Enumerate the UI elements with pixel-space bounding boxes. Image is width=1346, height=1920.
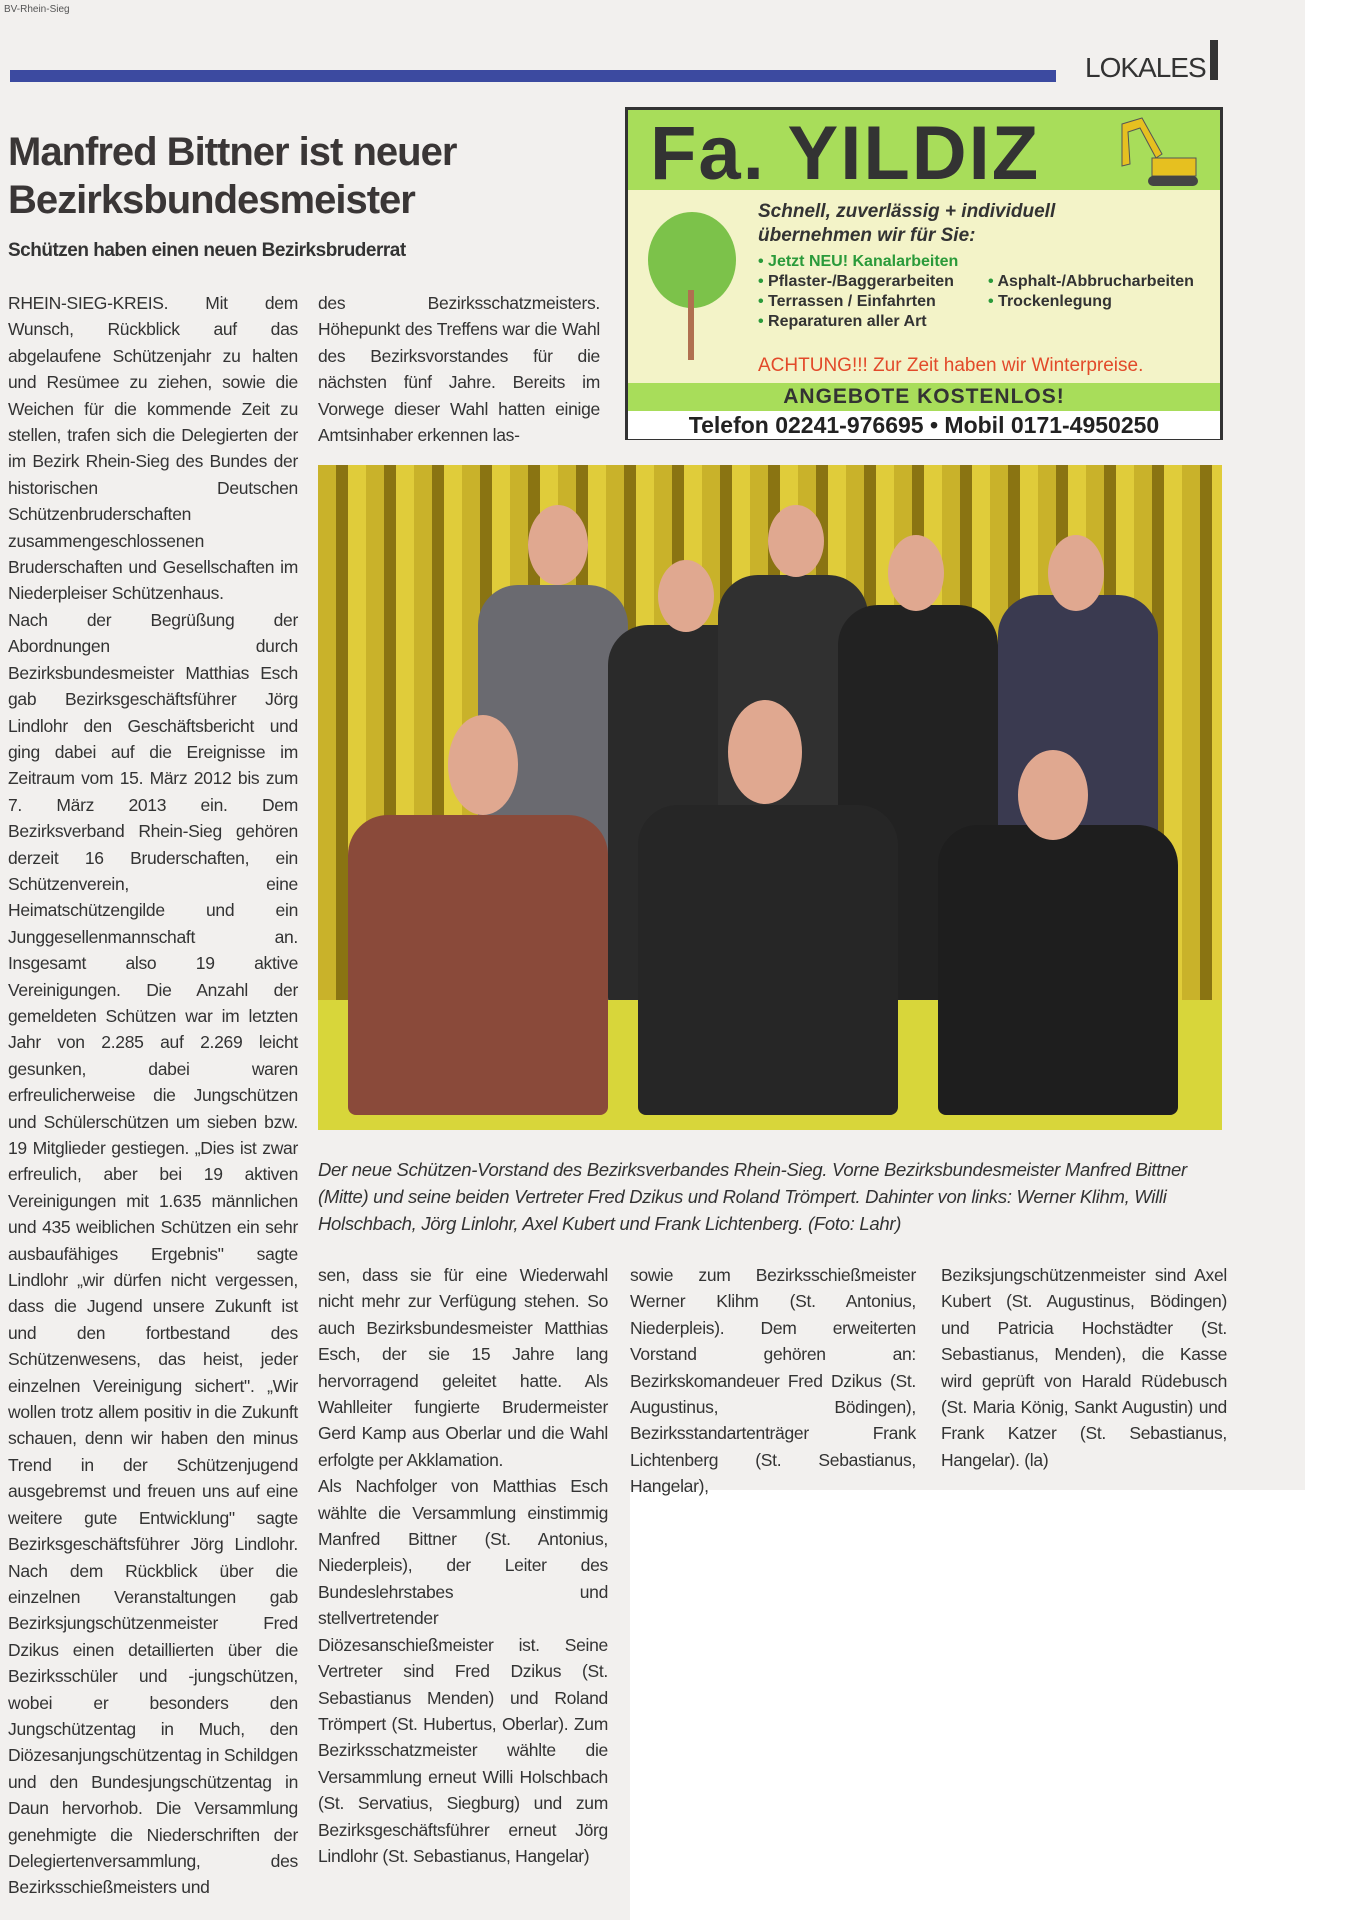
person-figure [638, 805, 898, 1115]
ad-company-name: Fa. YILDIZ [650, 111, 1041, 196]
advertisement [625, 107, 1223, 440]
person-head [728, 700, 802, 804]
excavator-icon [1112, 114, 1202, 190]
person-head [528, 505, 588, 585]
service-item: • Trockenlegung [988, 293, 1218, 311]
person-figure [938, 825, 1178, 1115]
ad-slogan [758, 200, 1055, 248]
person-figure [348, 815, 608, 1115]
paragraph: sen, dass sie für eine Wiederwahl nicht mehr zur Verfügung stehen. So auch Bezirksbundesmeister Matthias Esch, der sie 15 Jahre lang hervorragend geleitet hatte. Als Wahlleiter fungierte Brudermeister Gerd Kamp aus Oberlar und die Wahl erfolgte per Akklamation. [318, 1265, 608, 1470]
paragraph: RHEIN-SIEG-KREIS. Mit dem Wunsch, Rückblick auf das abgelaufene Schützenjahr zu halten und Resümee zu ziehen, sowie die Weichen für die kommende Zeit zu stellen, trafen sich die Delegierten der im Bezirk Rhein-Sieg des Bundes der historischen Deutschen Schützenbruderschaften zusammengeschlossenen Bruderschaften und Gesellschaften im Niederpleiser Schützenhaus. [8, 293, 298, 604]
section-label: LOKALES [1085, 52, 1206, 83]
ad-services-list [758, 253, 1218, 331]
paragraph: des Bezirksschatzmeisters. Höhepunkt des Treffens war die Wahl des Bezirksvorstandes für die nächsten fünf Jahre. Bereits im Vorwege dieser Wahl hatten einige Amtsinhaber erkennen las- [318, 293, 600, 446]
service-item: • Terrassen / Einfahrten [758, 293, 988, 311]
paragraph: Nach der Begrüßung der Abordnungen durch Bezirksbundesmeister Matthias Esch gab Bezirksgeschäftsführer Jörg Lindlohr den Geschäftsbericht und ging dabei auf die Ereignisse im Zeitraum vom 15. März 2012 bis zum 7. März 2013 ein. Dem Bezirksverband Rhein-Sieg gehören derzeit 16 Bruderschaften, ein Schützenverein, eine Heimatschützengilde und ein Junggesellenmannschaft an. Insgesamt also 19 aktive Vereinigungen. Die Anzahl der gemeldeten Schützen war im letzten Jahr von 2.285 auf 2.269 leicht gesunken, dabei waren erfreulicherweise die Jungschützen und Schülerschützen um sieben bzw. 19 Mitglieder gestiegen. „Dies ist zwar erfreulich, aber bei 19 aktiven Vereinigungen mit 1.635 männlichen und 435 weiblichen Schützen ein sehr ausbaufähiges Ergebnis" sagte Lindlohr „wir dürfen nicht vergessen, dass die Jugend unsere Zukunft ist und den fortbestand des Schützenwesens, das heist, jeder einzelnen Vereinigung sichert". „Wir wollen trotz allem positiv in die Zukunft schauen, denn wir haben den minus Trend in der Schützenjugend ausgebremst und freuen uns auf eine weitere gute Entwicklung" sagte Bezirksgeschäftsführer Jörg Lindlohr. Nach dem Rückblick über die einzelnen Veranstaltungen gab Bezirksjungschützenmeister Fred Dzikus einen detaillierten über die Bezirksschüler und -jungschützen, wobei er besonders den Jungschützentag in Much, den Diözesanjungschützentag in Schildgen und den Bundesjungschützentag in Daun hervorhob. Die Versammlung genehmigte die Niederschriften der Delegiertenversammlung, des Bezirksschießmeisters und [8, 609, 298, 1898]
ad-notice: ACHTUNG!!! Zur Zeit haben wir Winterpreise. [758, 355, 1144, 376]
ad-contact: Telefon 02241-976695 • Mobil 0171-4950250 [628, 411, 1220, 439]
person-head [448, 715, 518, 815]
person-head [768, 505, 824, 577]
section-bar [1210, 40, 1218, 80]
source-label: BV-Rhein-Sieg [4, 4, 70, 15]
person-head [1048, 535, 1104, 611]
article-column-4 [630, 1262, 1227, 1502]
group-photo [318, 465, 1222, 1130]
person-head [658, 560, 714, 632]
person-head [1018, 750, 1088, 840]
header-rule [10, 70, 1056, 82]
article-column-3 [318, 1262, 608, 1869]
photo-caption: Der neue Schützen-Vorstand des Bezirksverbandes Rhein-Sieg. Vorne Bezirksbundesmeister Manfred Bittner (Mitte) und seine beiden Vertreter Fred Dzikus und Roland Trömpert. Dahinter von links: Werner Klihm, Willi Holschbach, Jörg Linlohr, Axel Kubert und Frank Lichtenberg. (Foto: Lahr) [318, 1159, 1187, 1234]
ad-offer: ANGEBOTE KOSTENLOS! [628, 383, 1220, 411]
person-head [888, 535, 944, 611]
service-item: • Reparaturen aller Art [758, 313, 988, 331]
paragraph: Als Nachfolger von Matthias Esch wählte die Versammlung einstimmig Manfred Bittner (St. Antonius, Niederpleis), der Leiter des Bundeslehrstabes und stellvertretender Diözesanschießmeister ist. Seine Vertreter sind Fred Dzikus (St. Sebastianus Menden) und Roland Trömpert (St. Hubertus, Oberlar). Zum Bezirksschatzmeister wählte die Versammlung erneut Willi Holschbach (St. Servatius, Siegburg) und zum Bezirksgeschäftsführer erneut Jörg Lindlohr (St. Sebastianus, Hangelar) [318, 1476, 608, 1866]
slogan-line: übernehmen wir für Sie: [758, 225, 976, 246]
article-title: Manfred Bittner ist neuer Bezirksbundesmeister [8, 130, 457, 222]
service-item: • Pflaster-/Baggerarbeiten [758, 273, 988, 291]
tree-icon [642, 210, 742, 360]
article-column-2 [318, 290, 600, 448]
slogan-line: Schnell, zuverlässig + individuell [758, 201, 1056, 222]
service-item: • Jetzt NEU! Kanalarbeiten [758, 253, 1218, 271]
article-subtitle: Schützen haben einen neuen Bezirksbruderrat [8, 240, 406, 261]
service-item: • Asphalt-/Abbrucharbeiten [988, 273, 1218, 291]
article-column-1 [8, 290, 298, 1901]
paragraph: sowie zum Bezirksschießmeister Werner Klihm (St. Antonius, Niederpleis). Dem erweiterten Vorstand gehören an: Bezirkskomandeuer Fred Dzikus (St. Augustinus, Bödingen), Bezirksstandartenträger Frank Lichtenberg (St. Sebastianus, Hangelar), Beziksjungschützenmeister sind Axel Kubert (St. Augustinus, Bödingen) und Patricia Hochstädter (St. Sebastianus, Menden), die Kasse wird geprüft von Harald Rüdebusch (St. Maria König, Sankt Augustin) und Frank Katzer (St. Sebastianus, Hangelar). (la) [630, 1265, 1227, 1497]
